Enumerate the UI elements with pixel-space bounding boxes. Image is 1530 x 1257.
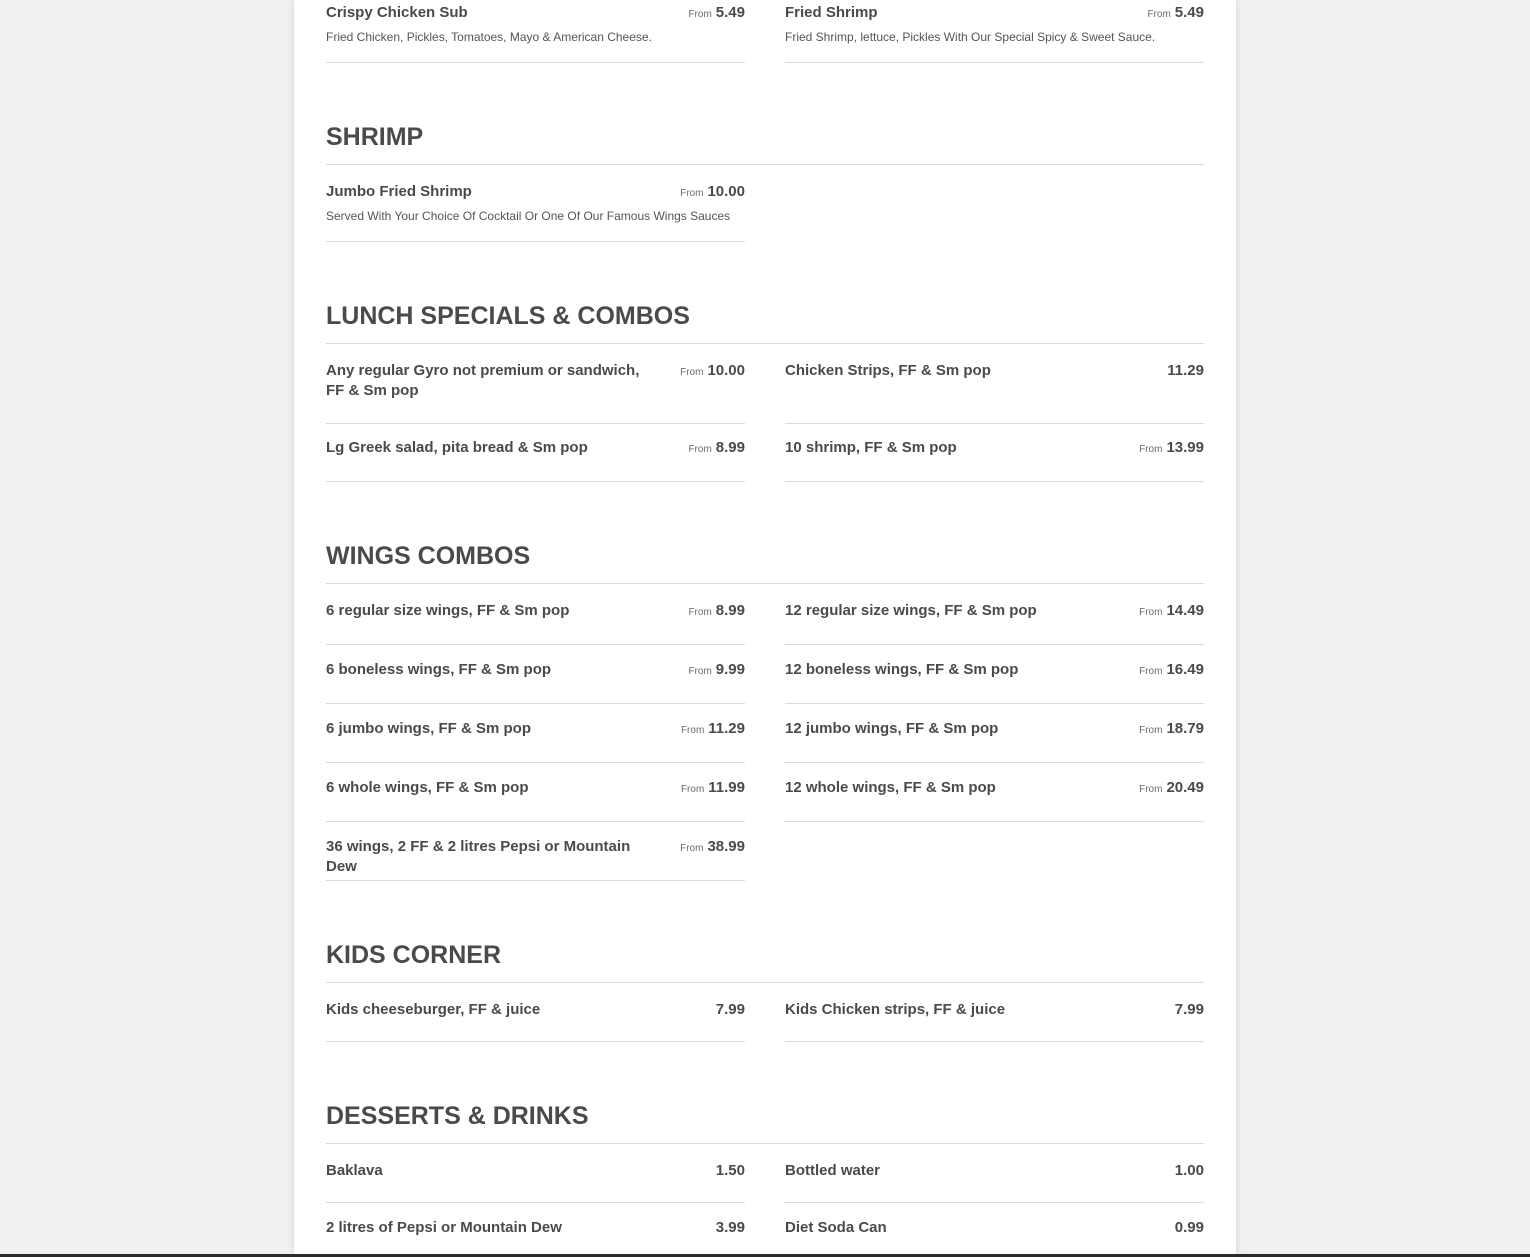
menu-item[interactable]	[326, 182, 745, 242]
item-price: 14.49	[1166, 602, 1204, 619]
section-title-kids: KIDS CORNER	[326, 940, 1204, 983]
item-name: Bottled water	[785, 1162, 881, 1179]
menu-item[interactable]	[326, 778, 745, 822]
from-label: From	[680, 843, 704, 854]
from-label: From	[1139, 666, 1163, 677]
item-name: 12 boneless wings, FF & Sm pop	[785, 661, 1019, 678]
from-label: From	[688, 607, 712, 618]
item-price: 20.49	[1166, 779, 1204, 796]
item-name: 6 jumbo wings, FF & Sm pop	[326, 720, 531, 737]
item-price: 11.29	[708, 720, 745, 737]
menu-item[interactable]	[785, 3, 1204, 63]
from-label: From	[680, 725, 705, 736]
item-name: 6 whole wings, FF & Sm pop	[326, 779, 529, 796]
item-name: 6 regular size wings, FF & Sm pop	[326, 602, 570, 619]
item-price: 10.00	[707, 362, 745, 379]
item-name: Crispy Chicken Sub	[326, 4, 468, 21]
item-name: 10 shrimp, FF & Sm pop	[785, 439, 957, 456]
menu-item[interactable]	[326, 1000, 745, 1042]
item-price: 9.99	[715, 661, 745, 678]
item-name: 12 regular size wings, FF & Sm pop	[785, 602, 1037, 619]
menu-item[interactable]	[785, 361, 1204, 424]
from-label: From	[1139, 607, 1163, 618]
menu-item[interactable]	[785, 778, 1204, 822]
menu-item[interactable]	[785, 1161, 1204, 1203]
menu-item[interactable]	[785, 1000, 1204, 1042]
item-price: 5.49	[1174, 4, 1204, 21]
from-label: From	[688, 444, 712, 455]
item-name: Kids Chicken strips, FF & juice	[785, 1001, 1006, 1018]
item-price: 11.29	[1167, 362, 1204, 379]
item-price: 8.99	[715, 602, 745, 619]
menu-item[interactable]	[326, 719, 745, 763]
from-label: From	[680, 784, 705, 795]
menu-item[interactable]	[326, 361, 745, 424]
item-price: 13.99	[1166, 439, 1204, 456]
from-label: From	[688, 9, 712, 20]
item-name: Fried Shrimp	[785, 4, 878, 21]
item-price: 5.49	[715, 4, 745, 21]
menu-item[interactable]	[785, 719, 1204, 763]
item-price: 1.00	[1174, 1162, 1204, 1179]
item-name: Diet Soda Can	[785, 1219, 887, 1236]
menu-item[interactable]	[326, 1161, 745, 1203]
section-title-lunch: LUNCH SPECIALS & COMBOS	[326, 301, 1204, 344]
menu-item[interactable]	[326, 660, 745, 704]
item-description: Served With Your Choice Of Cocktail Or One Of Our Famous Wings Sauces	[326, 209, 731, 223]
item-name: 12 jumbo wings, FF & Sm pop	[785, 720, 999, 737]
menu-page	[294, 0, 1236, 1254]
item-description: Fried Shrimp, lettuce, Pickles With Our Special Spicy & Sweet Sauce.	[785, 30, 1156, 44]
item-price: 16.49	[1166, 661, 1204, 678]
item-name: Kids cheeseburger, FF & juice	[326, 1001, 541, 1018]
item-price: 7.99	[1174, 1001, 1204, 1018]
item-price: 38.99	[707, 838, 745, 855]
from-label: From	[1139, 784, 1163, 795]
from-label: From	[1139, 725, 1163, 736]
from-label: From	[1139, 444, 1163, 455]
section-title-wings: WINGS COMBOS	[326, 541, 1204, 584]
item-name: Any regular Gyro not premium or sandwich, FF & Sm pop	[326, 362, 640, 399]
menu-item[interactable]	[785, 1218, 1204, 1254]
item-name: Baklava	[326, 1162, 383, 1179]
section-title-desserts: DESSERTS & DRINKS	[326, 1101, 1204, 1144]
item-name: Jumbo Fried Shrimp	[326, 183, 472, 200]
item-price: 1.50	[715, 1162, 745, 1179]
menu-item[interactable]	[326, 1218, 745, 1254]
item-price: 11.99	[708, 779, 745, 796]
item-name: 6 boneless wings, FF & Sm pop	[326, 661, 552, 678]
menu-item[interactable]	[785, 660, 1204, 704]
item-price: 10.00	[707, 183, 745, 200]
item-price: 18.79	[1166, 720, 1204, 737]
item-price: 0.99	[1174, 1219, 1204, 1236]
item-name: 12 whole wings, FF & Sm pop	[785, 779, 996, 796]
from-label: From	[680, 188, 704, 199]
item-name: 36 wings, 2 FF & 2 litres Pepsi or Mountain Dew	[326, 838, 631, 875]
from-label: From	[1147, 9, 1171, 20]
menu-item[interactable]	[785, 438, 1204, 482]
item-price: 8.99	[715, 439, 745, 456]
menu-item[interactable]	[785, 601, 1204, 645]
item-price: 3.99	[715, 1219, 745, 1236]
menu-item[interactable]	[326, 3, 745, 63]
item-name: Lg Greek salad, pita bread & Sm pop	[326, 439, 588, 456]
from-label: From	[680, 367, 704, 378]
menu-item[interactable]	[326, 438, 745, 482]
item-price: 7.99	[715, 1001, 745, 1018]
section-title-shrimp: SHRIMP	[326, 122, 1204, 165]
item-description: Fried Chicken, Pickles, Tomatoes, Mayo & American Cheese.	[326, 30, 652, 44]
menu-item[interactable]	[326, 837, 745, 881]
menu-item[interactable]	[326, 601, 745, 645]
item-name: 2 litres of Pepsi or Mountain Dew	[326, 1219, 562, 1236]
item-name: Chicken Strips, FF & Sm pop	[785, 362, 991, 379]
from-label: From	[688, 666, 712, 677]
